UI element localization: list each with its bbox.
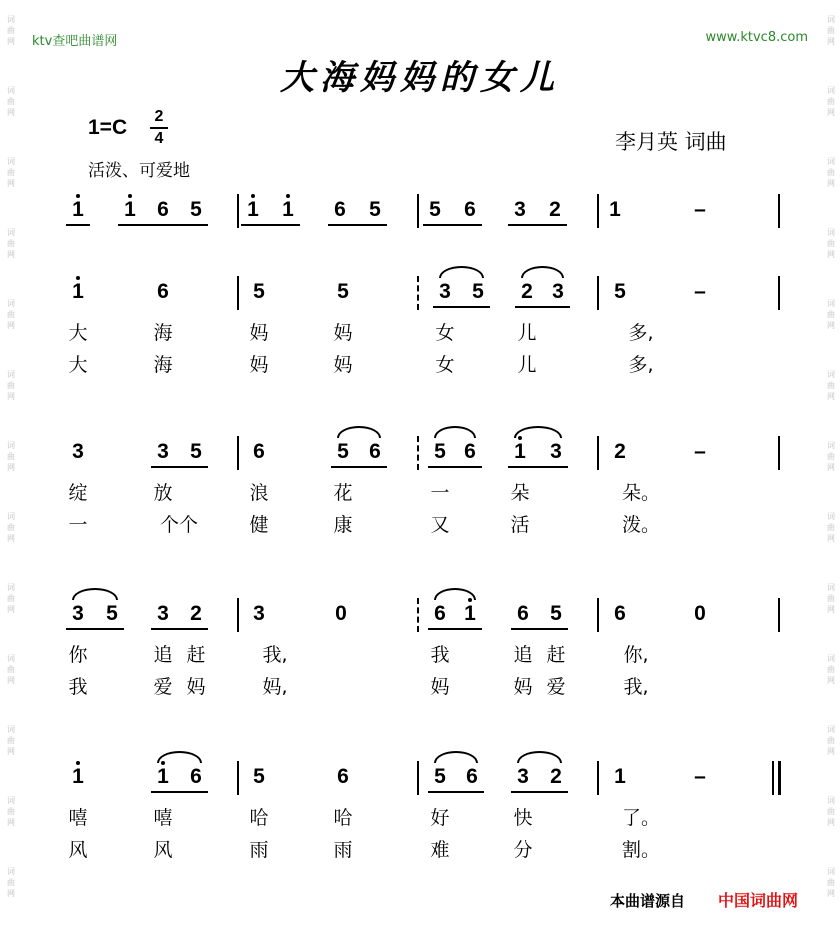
- lyric-char: 妈: [249, 354, 269, 376]
- bar-line: [237, 598, 239, 632]
- tie-arc: [517, 751, 562, 763]
- bar-line: [237, 276, 239, 310]
- note: 6: [253, 440, 265, 463]
- note: 6: [190, 765, 202, 788]
- eighth-underline: [544, 628, 568, 630]
- eighth-underline: [276, 224, 300, 226]
- lyric-char: 妈: [430, 676, 450, 698]
- lyric-char: 康: [333, 514, 353, 536]
- watermark-glyph: 曲: [827, 523, 835, 532]
- watermark-glyph: 网: [827, 37, 835, 46]
- lyric-char: 花: [333, 482, 353, 504]
- tie-arc: [337, 426, 381, 438]
- note: 5: [434, 440, 446, 463]
- note: 5: [253, 765, 265, 788]
- lyric-char: 多,: [628, 354, 654, 376]
- watermark-glyph: 网: [7, 747, 15, 756]
- eighth-underline: [546, 306, 570, 308]
- note: 1: [124, 198, 136, 221]
- key-signature: 1=C: [88, 116, 128, 139]
- tie-arc: [157, 751, 202, 763]
- watermark-glyph: 网: [7, 534, 15, 543]
- watermark-glyph: 网: [827, 179, 835, 188]
- watermark-glyph: 词: [827, 512, 835, 521]
- note: 5: [550, 602, 562, 625]
- watermark-glyph: 曲: [7, 310, 15, 319]
- note: 3: [552, 280, 564, 303]
- note: 1: [614, 765, 626, 788]
- watermark-glyph: 词: [7, 583, 15, 592]
- watermark-glyph: 词: [827, 228, 835, 237]
- bar-line: [237, 761, 239, 795]
- watermark-glyph: 曲: [827, 310, 835, 319]
- lyric-char: 朵: [510, 482, 530, 504]
- lyric-char: 一: [68, 514, 88, 536]
- note: 1: [464, 602, 476, 625]
- watermark-glyph: 曲: [7, 736, 15, 745]
- lyric-char: 绽: [68, 482, 88, 504]
- note: 5: [190, 440, 202, 463]
- lyric-char: 朵。: [621, 482, 660, 504]
- watermark-glyph: 网: [7, 250, 15, 259]
- bar-line: [417, 194, 419, 228]
- watermark-glyph: 曲: [827, 381, 835, 390]
- lyric-char: 妈: [333, 354, 353, 376]
- bar-line: [778, 194, 780, 228]
- eighth-underline: [184, 466, 208, 468]
- note: 6: [334, 198, 346, 221]
- eighth-underline: [458, 628, 482, 630]
- watermark-glyph: 网: [827, 250, 835, 259]
- lyric-char: 多,: [628, 322, 654, 344]
- eighth-underline: [458, 224, 482, 226]
- watermark-glyph: 网: [827, 747, 835, 756]
- eighth-underline: [466, 306, 490, 308]
- watermark-glyph: 曲: [827, 807, 835, 816]
- watermark-glyph: 词: [7, 370, 15, 379]
- note: 6: [614, 602, 626, 625]
- lyric-char: 哈: [333, 807, 353, 829]
- note: 3: [550, 440, 562, 463]
- tie-arc: [72, 588, 118, 600]
- note: 5: [369, 198, 381, 221]
- watermark-glyph: 曲: [7, 523, 15, 532]
- watermark-glyph: 词: [827, 796, 835, 805]
- watermark-glyph: 曲: [827, 878, 835, 887]
- watermark-glyph: 词: [827, 583, 835, 592]
- eighth-underline: [363, 466, 387, 468]
- lyric-char: 分: [513, 839, 533, 861]
- watermark-glyph: 曲: [827, 97, 835, 106]
- watermark-glyph: 词: [827, 867, 835, 876]
- lyric-char: 风: [68, 839, 88, 861]
- note: –: [694, 765, 706, 788]
- watermark-glyph: 曲: [7, 452, 15, 461]
- bar-line: [778, 598, 780, 632]
- tie-arc: [434, 588, 476, 600]
- lyric-char: 追: [513, 644, 533, 666]
- watermark-glyph: 曲: [7, 26, 15, 35]
- lyric-char: 快: [513, 807, 533, 829]
- bar-line: [597, 194, 599, 228]
- dashed-bar-line: [417, 436, 419, 470]
- watermark-glyph: 词: [7, 441, 15, 450]
- lyric-char: 好: [430, 807, 450, 829]
- watermark-glyph: 网: [827, 676, 835, 685]
- note: 1: [282, 198, 294, 221]
- lyric-char: 妈: [513, 676, 533, 698]
- watermark-glyph: 网: [827, 108, 835, 117]
- note: 1: [72, 280, 84, 303]
- lyric-char: 海: [153, 322, 173, 344]
- high-octave-dot: [251, 194, 255, 198]
- watermark-glyph: 网: [7, 605, 15, 614]
- watermark-glyph: 网: [827, 321, 835, 330]
- lyric-char: 放: [153, 482, 173, 504]
- watermark-glyph: 网: [7, 37, 15, 46]
- lyric-char: 爱: [153, 676, 173, 698]
- eighth-underline: [184, 628, 208, 630]
- note: 6: [434, 602, 446, 625]
- watermark-glyph: 曲: [7, 594, 15, 603]
- watermark-glyph: 网: [7, 463, 15, 472]
- note: 3: [517, 765, 529, 788]
- lyric-char: 你,: [623, 644, 649, 666]
- watermark-glyph: 网: [827, 605, 835, 614]
- note: 3: [157, 440, 169, 463]
- lyric-char: 女: [435, 354, 455, 376]
- lyric-char: 一: [430, 482, 450, 504]
- note: 2: [614, 440, 626, 463]
- eighth-underline: [544, 791, 568, 793]
- high-octave-dot: [76, 761, 80, 765]
- lyric-char: 妈: [186, 676, 206, 698]
- lyric-char: 妈: [249, 322, 269, 344]
- watermark-left: [4, 14, 18, 937]
- lyric-char: 赶: [546, 644, 566, 666]
- lyric-char: 儿: [517, 354, 537, 376]
- note: 1: [247, 198, 259, 221]
- note: 3: [157, 602, 169, 625]
- lyric-char: 哈: [249, 807, 269, 829]
- dashed-bar-line: [417, 276, 419, 310]
- time-denominator: 4: [154, 129, 164, 147]
- watermark-glyph: 词: [7, 157, 15, 166]
- time-divider: [150, 127, 168, 129]
- note: 2: [549, 198, 561, 221]
- bar-line: [778, 276, 780, 310]
- lyric-char: 雨: [333, 839, 353, 861]
- note: 5: [614, 280, 626, 303]
- lyric-char: 了。: [621, 807, 660, 829]
- note: 2: [190, 602, 202, 625]
- note: 6: [337, 765, 349, 788]
- note: 5: [429, 198, 441, 221]
- lyric-char: 妈: [333, 322, 353, 344]
- tie-arc: [521, 266, 564, 278]
- tempo-marking: 活泼、可爱地: [88, 161, 190, 181]
- footer-source-label: 本曲谱源自: [610, 892, 686, 910]
- watermark-glyph: 词: [7, 725, 15, 734]
- note: –: [694, 198, 706, 221]
- note: 1: [514, 440, 526, 463]
- tie-arc: [434, 751, 478, 763]
- lyric-char: 活: [510, 514, 530, 536]
- lyric-char: 雨: [249, 839, 269, 861]
- watermark-glyph: 网: [7, 676, 15, 685]
- lyric-char: 嘻: [68, 807, 88, 829]
- note: 5: [190, 198, 202, 221]
- watermark-glyph: 曲: [7, 381, 15, 390]
- watermark-glyph: 曲: [827, 452, 835, 461]
- lyric-char: 嘻: [153, 807, 173, 829]
- tie-arc: [439, 266, 484, 278]
- note: 3: [514, 198, 526, 221]
- high-octave-dot: [76, 276, 80, 280]
- watermark-glyph: 曲: [827, 594, 835, 603]
- note: 2: [550, 765, 562, 788]
- watermark-glyph: 网: [827, 534, 835, 543]
- eighth-underline: [458, 466, 482, 468]
- eighth-underline: [66, 224, 90, 226]
- watermark-glyph: 网: [7, 179, 15, 188]
- lyric-char: 泼。: [621, 514, 660, 536]
- note: 6: [466, 765, 478, 788]
- note: 5: [337, 440, 349, 463]
- watermark-glyph: 词: [7, 796, 15, 805]
- watermark-glyph: 词: [827, 441, 835, 450]
- lyric-char: 难: [430, 839, 450, 861]
- watermark-glyph: 网: [7, 889, 15, 898]
- note: 3: [439, 280, 451, 303]
- eighth-underline: [544, 466, 568, 468]
- high-octave-dot: [286, 194, 290, 198]
- lyric-char: 又: [430, 514, 450, 536]
- lyric-char: 我: [430, 644, 450, 666]
- lyric-char: 女: [435, 322, 455, 344]
- watermark-glyph: 词: [827, 370, 835, 379]
- note: 2: [521, 280, 533, 303]
- watermark-glyph: 词: [7, 86, 15, 95]
- lyric-char: 儿: [517, 322, 537, 344]
- watermark-glyph: 网: [827, 889, 835, 898]
- high-octave-dot: [128, 194, 132, 198]
- bar-line: [597, 276, 599, 310]
- lyric-char: 割。: [621, 839, 660, 861]
- bar-line: [237, 194, 239, 228]
- bar-line: [597, 598, 599, 632]
- watermark-glyph: 词: [7, 512, 15, 521]
- note: –: [694, 440, 706, 463]
- watermark-glyph: 词: [7, 228, 15, 237]
- eighth-underline: [543, 224, 567, 226]
- watermark-glyph: 曲: [7, 239, 15, 248]
- watermark-glyph: 词: [827, 15, 835, 24]
- note: 3: [72, 440, 84, 463]
- note: 5: [337, 280, 349, 303]
- tie-arc: [514, 426, 562, 438]
- bar-line: [417, 761, 419, 795]
- high-octave-dot: [76, 194, 80, 198]
- site-name-left: ktv查吧曲谱网: [32, 34, 118, 49]
- footer-source-site: 中国词曲网: [718, 891, 799, 910]
- lyric-char: 个个: [159, 514, 198, 536]
- dashed-bar-line: [417, 598, 419, 632]
- note: 5: [253, 280, 265, 303]
- note: 5: [106, 602, 118, 625]
- tie-arc: [434, 426, 476, 438]
- watermark-glyph: 网: [7, 818, 15, 827]
- note: 6: [157, 198, 169, 221]
- watermark-glyph: 曲: [827, 665, 835, 674]
- time-signature: [150, 108, 168, 148]
- watermark-glyph: 网: [7, 321, 15, 330]
- lyric-char: 我,: [623, 676, 649, 698]
- watermark-glyph: 词: [7, 299, 15, 308]
- watermark-glyph: 网: [827, 463, 835, 472]
- lyric-char: 爱: [546, 676, 566, 698]
- note: 1: [72, 198, 84, 221]
- watermark-right: [824, 14, 838, 937]
- eighth-underline: [460, 791, 484, 793]
- note: 3: [253, 602, 265, 625]
- lyric-char: 大: [68, 354, 88, 376]
- note: 6: [369, 440, 381, 463]
- watermark-glyph: 词: [7, 867, 15, 876]
- watermark-glyph: 网: [7, 392, 15, 401]
- watermark-glyph: 曲: [827, 26, 835, 35]
- lyric-char: 健: [249, 514, 269, 536]
- bar-line: [237, 436, 239, 470]
- watermark-glyph: 词: [7, 654, 15, 663]
- note: –: [694, 280, 706, 303]
- note: 5: [472, 280, 484, 303]
- watermark-glyph: 曲: [827, 168, 835, 177]
- watermark-glyph: 词: [827, 299, 835, 308]
- site-url-right: www.ktvc8.com: [705, 30, 808, 45]
- lyric-char: 大: [68, 322, 88, 344]
- note: 6: [517, 602, 529, 625]
- bar-line: [778, 761, 781, 795]
- watermark-glyph: 词: [827, 654, 835, 663]
- lyric-char: 追: [153, 644, 173, 666]
- eighth-underline: [100, 628, 124, 630]
- note: 1: [157, 765, 169, 788]
- lyric-char: 赶: [186, 644, 206, 666]
- watermark-glyph: 曲: [827, 239, 835, 248]
- bar-line: [597, 761, 599, 795]
- note: 5: [434, 765, 446, 788]
- song-title: 大海妈妈的女儿: [280, 58, 560, 98]
- bar-line: [597, 436, 599, 470]
- watermark-glyph: 网: [7, 108, 15, 117]
- author-credit: 李月英 词曲: [615, 130, 727, 154]
- watermark-glyph: 网: [827, 392, 835, 401]
- lyric-char: 风: [153, 839, 173, 861]
- time-numerator: 2: [154, 108, 164, 125]
- lyric-char: 我,: [262, 644, 288, 666]
- note: 3: [72, 602, 84, 625]
- note: 0: [694, 602, 706, 625]
- lyric-char: 你: [68, 644, 88, 666]
- watermark-glyph: 曲: [827, 736, 835, 745]
- bar-line: [772, 761, 774, 795]
- watermark-glyph: 曲: [7, 665, 15, 674]
- watermark-glyph: 词: [827, 86, 835, 95]
- note: 1: [72, 765, 84, 788]
- lyric-char: 妈,: [262, 676, 288, 698]
- watermark-glyph: 曲: [7, 168, 15, 177]
- eighth-underline: [184, 224, 208, 226]
- note: 0: [335, 602, 347, 625]
- watermark-glyph: 曲: [7, 97, 15, 106]
- bar-line: [778, 436, 780, 470]
- lyric-char: 浪: [249, 482, 269, 504]
- lyric-char: 海: [153, 354, 173, 376]
- watermark-glyph: 网: [827, 818, 835, 827]
- eighth-underline: [363, 224, 387, 226]
- note: 6: [157, 280, 169, 303]
- note: 6: [464, 198, 476, 221]
- lyric-char: 我: [68, 676, 88, 698]
- watermark-glyph: 词: [827, 157, 835, 166]
- note: 1: [609, 198, 621, 221]
- watermark-glyph: 曲: [7, 807, 15, 816]
- watermark-glyph: 词: [827, 725, 835, 734]
- watermark-glyph: 词: [7, 15, 15, 24]
- note: 6: [464, 440, 476, 463]
- watermark-glyph: 曲: [7, 878, 15, 887]
- eighth-underline: [184, 791, 208, 793]
